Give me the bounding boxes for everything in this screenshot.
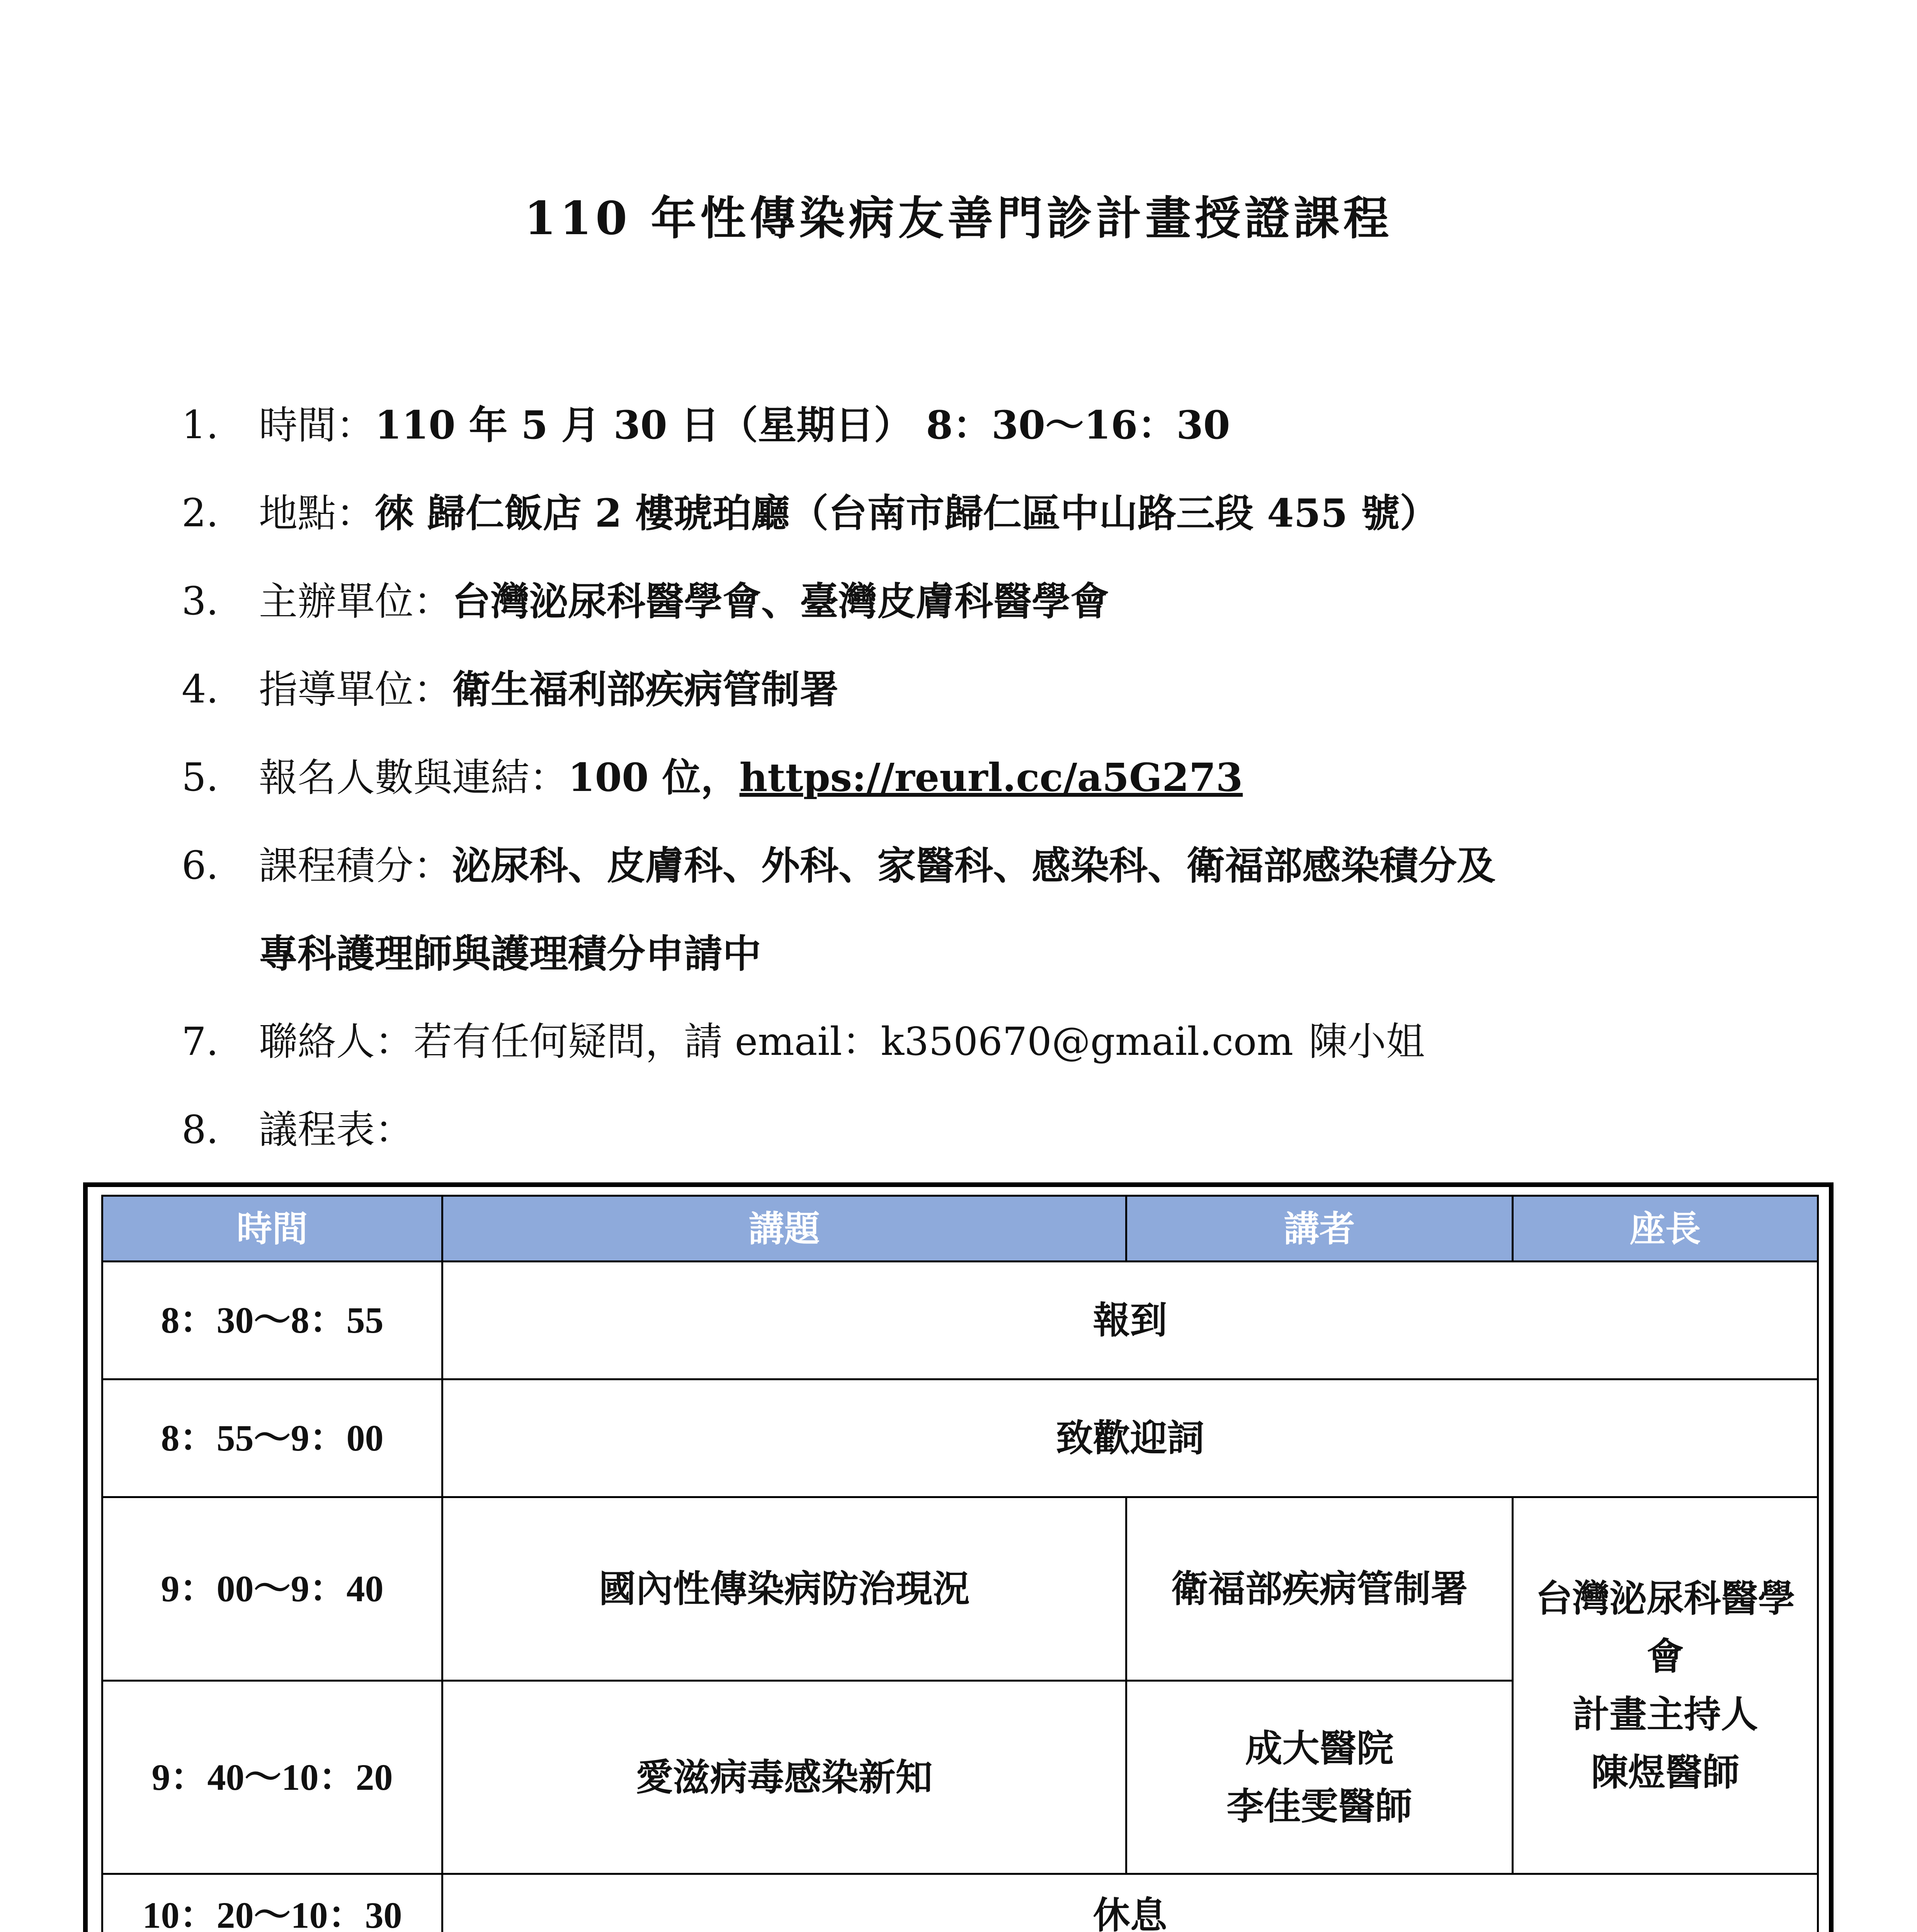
info-item-registration bbox=[182, 743, 1843, 831]
row-time: 9：00～9：40 bbox=[102, 1497, 442, 1681]
info-item-credits bbox=[182, 831, 1843, 919]
item-number: 7. bbox=[182, 1019, 219, 1064]
row-time: 8：30～8：55 bbox=[102, 1262, 442, 1379]
item-label: 聯絡人： bbox=[259, 1019, 413, 1064]
item-number: 2. bbox=[182, 490, 219, 536]
table-header-row bbox=[102, 1196, 1818, 1262]
row-time: 9：40～10：20 bbox=[102, 1681, 442, 1874]
item-label: 主辦單位： bbox=[259, 579, 452, 624]
item-value: 100 位， bbox=[568, 755, 740, 800]
row-speaker bbox=[1126, 1681, 1513, 1874]
registration-link[interactable]: https://reurl.cc/a5G273 bbox=[739, 755, 1243, 800]
item-label: 時間： bbox=[259, 403, 375, 448]
row-time: 10：20～10：30 bbox=[102, 1874, 442, 1932]
chair-cell bbox=[1513, 1497, 1818, 1874]
header-chair: 座長 bbox=[1513, 1196, 1818, 1262]
chair-line: 計畫主持人 bbox=[1572, 1692, 1758, 1736]
info-list bbox=[182, 390, 1843, 1183]
item-label: 議程表： bbox=[259, 1107, 413, 1152]
info-item-location bbox=[182, 478, 1843, 566]
row-topic: 國內性傳染病防治現況 bbox=[442, 1497, 1126, 1681]
header-speaker: 講者 bbox=[1126, 1196, 1513, 1262]
info-item-time bbox=[182, 390, 1843, 478]
row-topic: 報到 bbox=[442, 1262, 1818, 1379]
row-time: 8：55～9：00 bbox=[102, 1379, 442, 1497]
item-value-continued: 專科護理師與護理積分申請中 bbox=[259, 931, 761, 976]
speaker-line: 李佳雯醫師 bbox=[1226, 1784, 1412, 1828]
table-row bbox=[102, 1874, 1818, 1932]
item-label: 指導單位： bbox=[259, 667, 452, 712]
contact-person: 陳小姐 bbox=[1308, 1019, 1425, 1064]
item-label: 報名人數與連結： bbox=[259, 755, 568, 800]
item-number: 1. bbox=[182, 402, 219, 447]
item-value: 泌尿科、皮膚科、外科、家醫科、感染科、衛福部感染積分及 bbox=[452, 843, 1495, 888]
page-title: 110 年性傳染病友善門診計畫授證課程 bbox=[524, 191, 1393, 245]
info-item-contact bbox=[182, 1007, 1843, 1095]
table-row bbox=[102, 1262, 1818, 1379]
table-row bbox=[102, 1497, 1818, 1681]
speaker-line: 成大醫院 bbox=[1245, 1726, 1394, 1770]
header-topic: 講題 bbox=[442, 1196, 1126, 1262]
agenda-table bbox=[101, 1195, 1819, 1932]
contact-email[interactable]: 若有任何疑問，請 email：k350670@gmail.com bbox=[413, 1019, 1293, 1064]
item-label: 地點： bbox=[259, 491, 375, 536]
item-number: 4. bbox=[182, 667, 219, 712]
item-number: 3. bbox=[182, 578, 219, 624]
agenda-table-frame bbox=[83, 1182, 1834, 1932]
item-label: 課程積分： bbox=[259, 843, 452, 888]
header-time: 時間 bbox=[102, 1196, 442, 1262]
chair-line: 台灣泌尿科醫學會 bbox=[1535, 1577, 1795, 1678]
info-item-supervisor bbox=[182, 655, 1843, 743]
table-row bbox=[102, 1379, 1818, 1497]
item-number: 5. bbox=[182, 755, 219, 800]
item-number: 6. bbox=[182, 843, 219, 888]
chair-line: 陳煜醫師 bbox=[1591, 1750, 1740, 1794]
item-value: 徠 歸仁飯店 2 樓琥珀廳（台南市歸仁區中山路三段 455 號） bbox=[375, 490, 1439, 536]
item-value: 衛生福利部疾病管制署 bbox=[452, 667, 839, 712]
row-topic: 休息 bbox=[442, 1874, 1818, 1932]
item-value: 台灣泌尿科醫學會、臺灣皮膚科醫學會 bbox=[452, 578, 1109, 624]
item-value: 110 年 5 月 30 日（星期日） 8：30～16：30 bbox=[375, 402, 1230, 448]
info-item-organizer bbox=[182, 566, 1843, 655]
row-topic: 愛滋病毒感染新知 bbox=[442, 1681, 1126, 1874]
row-topic: 致歡迎詞 bbox=[442, 1379, 1818, 1497]
item-number: 8. bbox=[182, 1107, 219, 1152]
info-item-credits-continued bbox=[182, 919, 1843, 1007]
info-item-agenda bbox=[182, 1095, 1843, 1183]
row-speaker: 衛福部疾病管制署 bbox=[1126, 1497, 1513, 1681]
